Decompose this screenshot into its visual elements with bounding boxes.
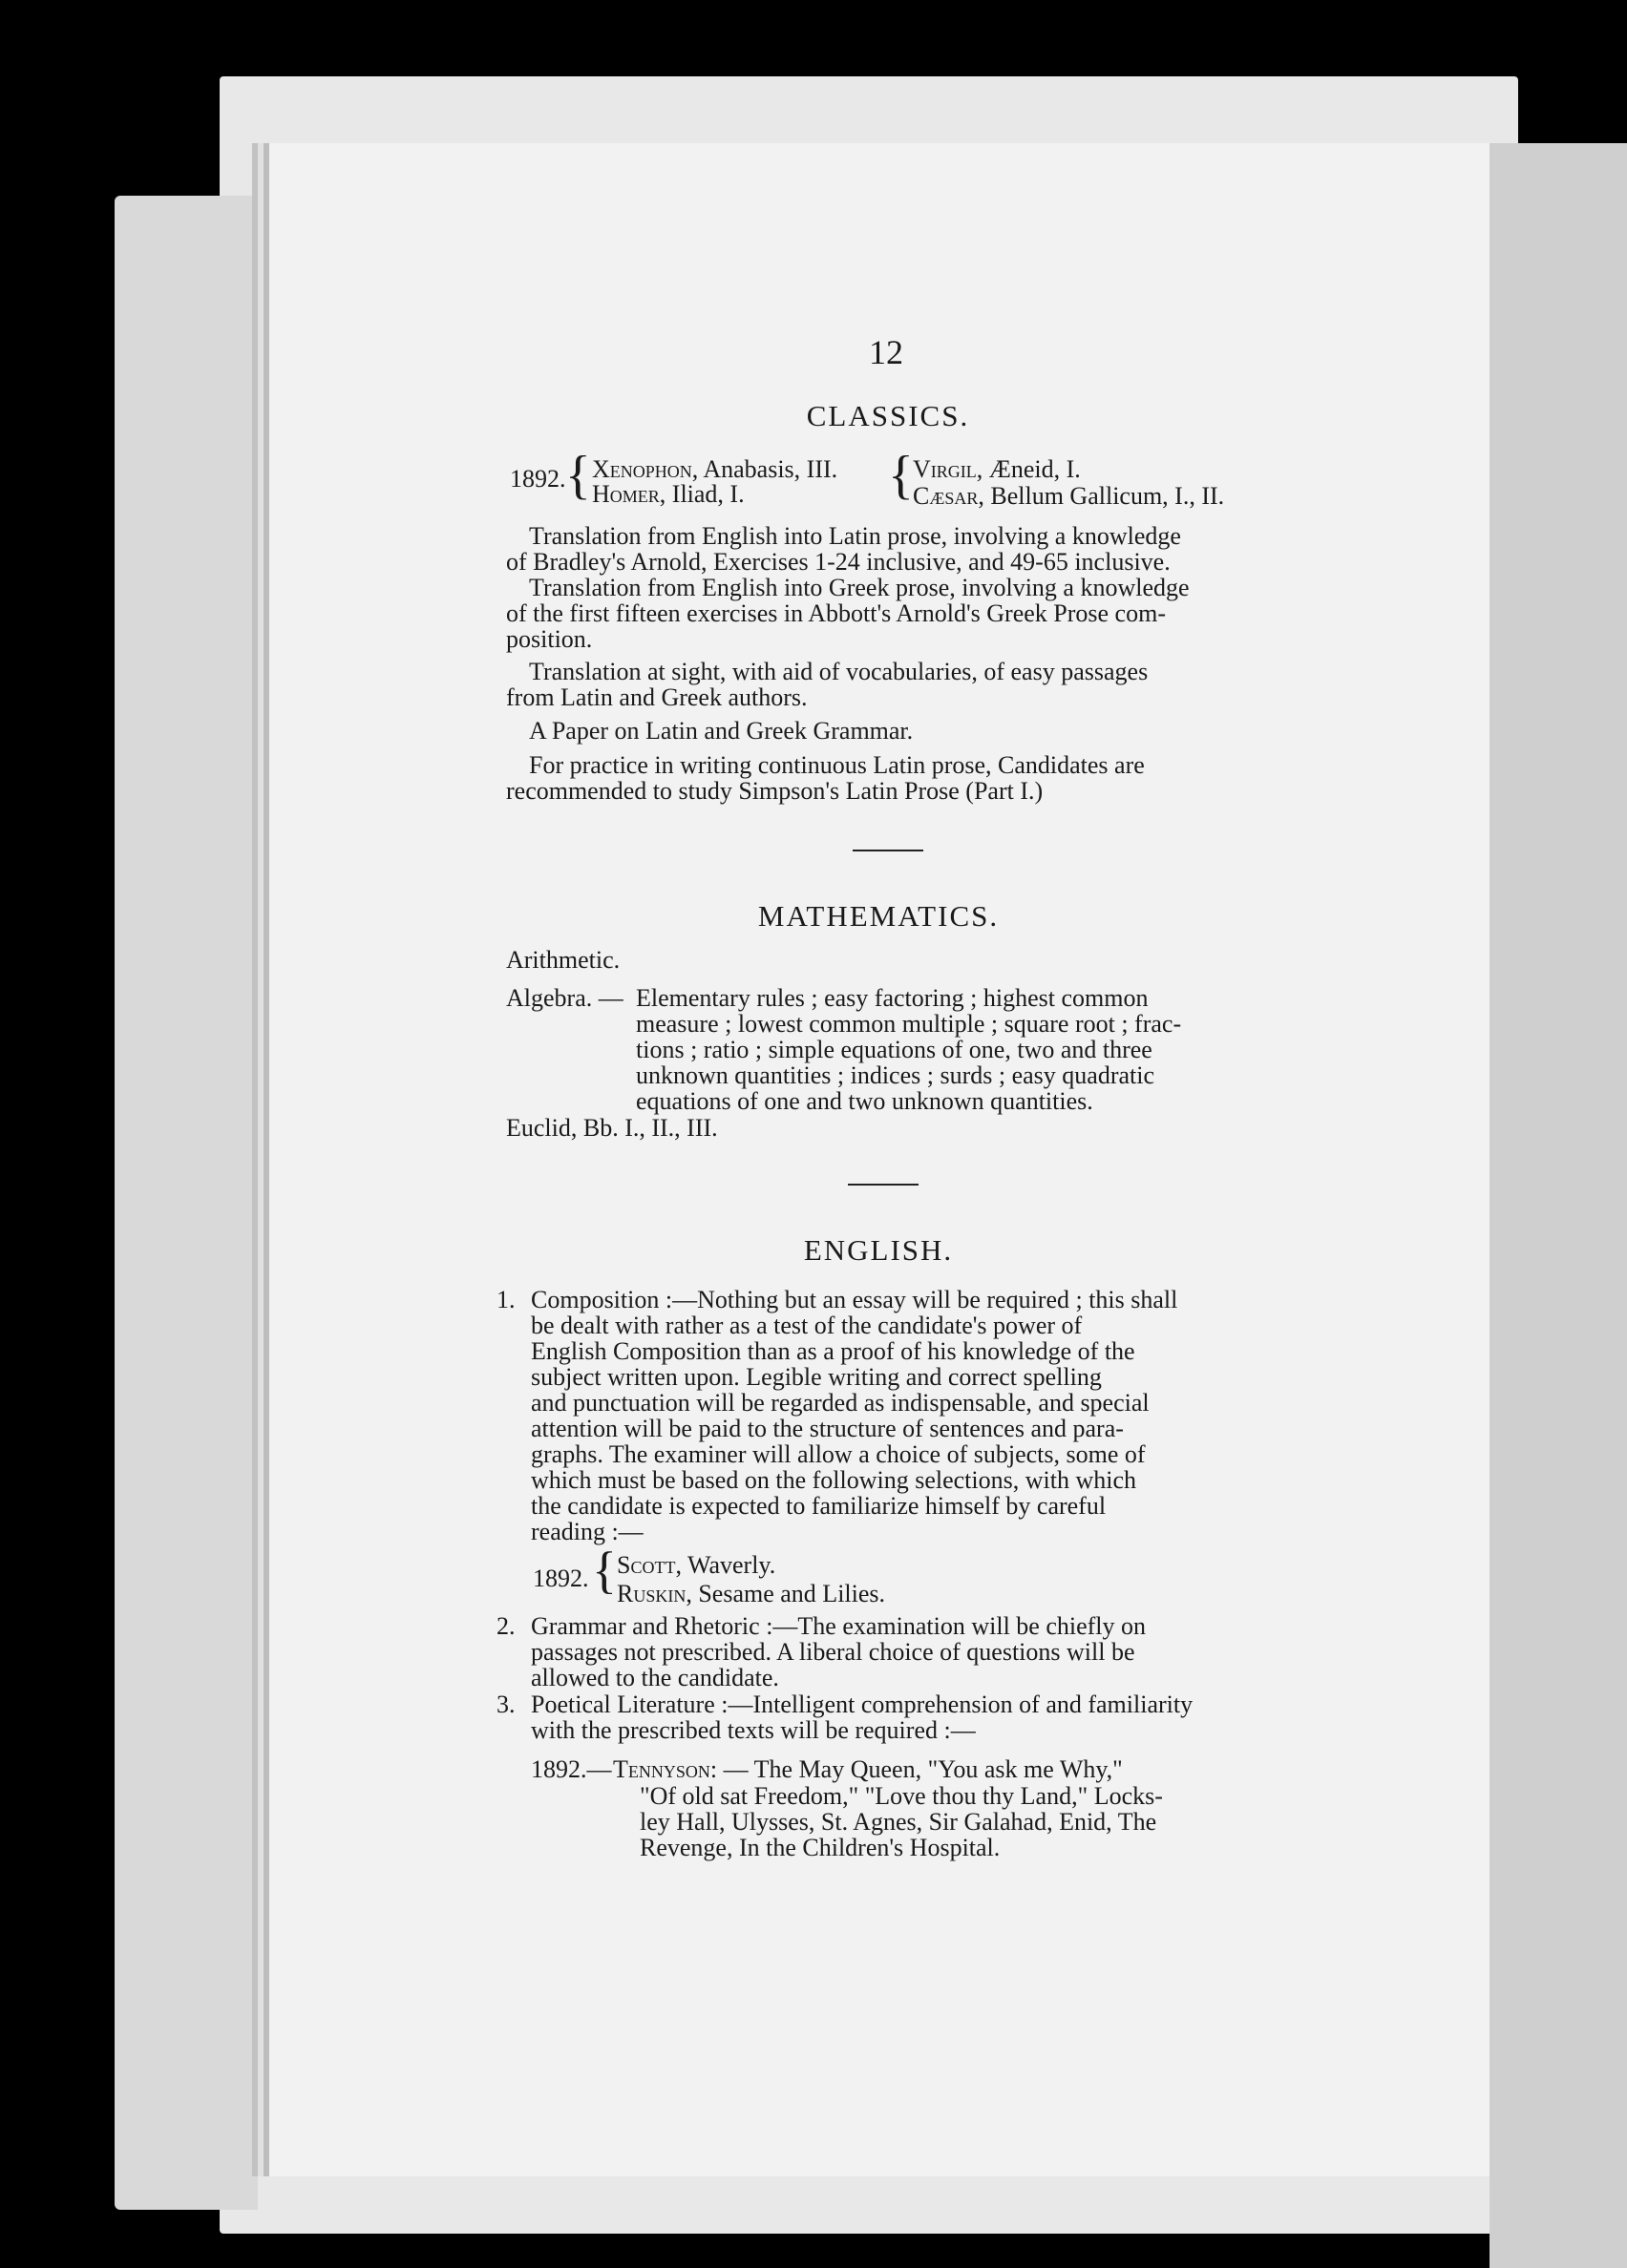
- classics-para-latin-prose: Translation from English into Latin prose, involving a knowledge of Bradley's Arnold, Exercises 1-24 inclusive, and 49-65 inclusive. Translation from English into Greek prose, involving a knowledge of the first fifteen exercises in Abbott's Arnold's Greek Prose com- position.: [506, 522, 1190, 653]
- author-virgil: Virgil: [913, 455, 977, 483]
- item3-poetical: Poetical Literature :—Intelligent comprehension of and familiarity with the prescribed texts will be required :—: [531, 1690, 1194, 1744]
- item3-number: 3.: [497, 1690, 516, 1718]
- brace-left: {: [565, 446, 591, 505]
- classics-set-1: [592, 456, 837, 482]
- brace-english: {: [592, 1542, 617, 1599]
- mathematics-heading: MATHEMATICS.: [757, 899, 1000, 933]
- work-anabasis: , Anabasis, III.: [691, 455, 838, 483]
- tennyson-year: 1892.—: [531, 1755, 612, 1783]
- work-bellum-gallicum: , Bellum Gallicum, I., II.: [978, 482, 1225, 510]
- author-caesar: Cæsar: [913, 482, 979, 510]
- classics-para-grammar: A Paper on Latin and Greek Grammar.: [529, 717, 914, 745]
- classics-heading: CLASSICS.: [806, 399, 970, 432]
- page-sheet: [269, 143, 1490, 2176]
- algebra-text: Elementary rules ; easy factoring ; highest common measure ; lowest common multiple ; square root ; frac- tions ; ratio ; simple equations of one, two and three unknown quantities ; indices ; surds ; easy quadratic equations of one and two unknown quantities.: [636, 984, 1182, 1115]
- left-page-edge: [115, 196, 258, 2210]
- classics-set-3: [913, 456, 1081, 482]
- item1-composition: Composition :—Nothing but an essay will be required ; this shall be dealt with rather as a test of the candidate's power of English Composition than as a proof of his knowledge of the subject written upon. Legible writing and correct spelling and punctuation will be regarded as indispensable, and special attention will be paid to the structure of sentences and para- graphs. The examiner will allow a choice of subjects, some of which must be based on the following selections, with which the candidate is expected to familiarize himself by careful reading :—: [531, 1286, 1178, 1545]
- classics-para-sight: Translation at sight, with aid of vocabularies, of easy passages from Latin and Greek authors.: [506, 658, 1149, 711]
- classics-year: 1892.: [510, 465, 566, 493]
- tennyson-line-1: Tennyson: — The May Queen, "You ask me Why,": [613, 1755, 1123, 1783]
- item2-grammar: Grammar and Rhetoric :—The examination will be chiefly on passages not prescribed. A liberal choice of questions will be allowed to the candidate.: [531, 1612, 1147, 1691]
- arithmetic-label: Arithmetic.: [506, 946, 621, 974]
- author-homer: Homer: [592, 480, 660, 508]
- work-waverly: , Waverly.: [675, 1551, 776, 1579]
- author-xenophon: Xenophon: [592, 455, 692, 483]
- section-divider-1: [853, 850, 923, 851]
- work-sesame-lilies: , Sesame and Lilies.: [686, 1580, 886, 1607]
- author-scott: Scott: [617, 1551, 676, 1579]
- section-divider-2: [848, 1184, 919, 1186]
- page-number: 12: [869, 333, 903, 371]
- author-tennyson: Tennyson: [613, 1755, 710, 1783]
- author-ruskin: Ruskin: [617, 1580, 687, 1607]
- item1-number: 1.: [497, 1286, 516, 1313]
- english-heading: ENGLISH.: [803, 1233, 954, 1267]
- english-year: 1892.: [533, 1564, 589, 1592]
- brace-right: {: [888, 446, 914, 505]
- right-page-edge: [1490, 143, 1627, 2268]
- classics-set-4: [913, 483, 1224, 509]
- item2-number: 2.: [497, 1612, 516, 1640]
- euclid-label: Euclid, Bb. I., II., III.: [506, 1114, 718, 1142]
- work-aeneid: , Æneid, I.: [976, 455, 1081, 483]
- algebra-label: Algebra. —: [506, 984, 623, 1012]
- work-iliad: , Iliad, I.: [659, 480, 745, 508]
- english-selection-2: [617, 1581, 885, 1606]
- classics-set-2: [592, 481, 745, 507]
- english-selection-1: [617, 1552, 775, 1578]
- tennyson-works: "Of old sat Freedom," "Love thou thy Land," Locks- ley Hall, Ulysses, St. Agnes, Sir Galahad, Enid, The Revenge, In the Children's Hospital.: [640, 1782, 1163, 1861]
- classics-para-practice: For practice in writing continuous Latin prose, Candidates are recommended to study Simpson's Latin Prose (Part I.): [506, 751, 1145, 805]
